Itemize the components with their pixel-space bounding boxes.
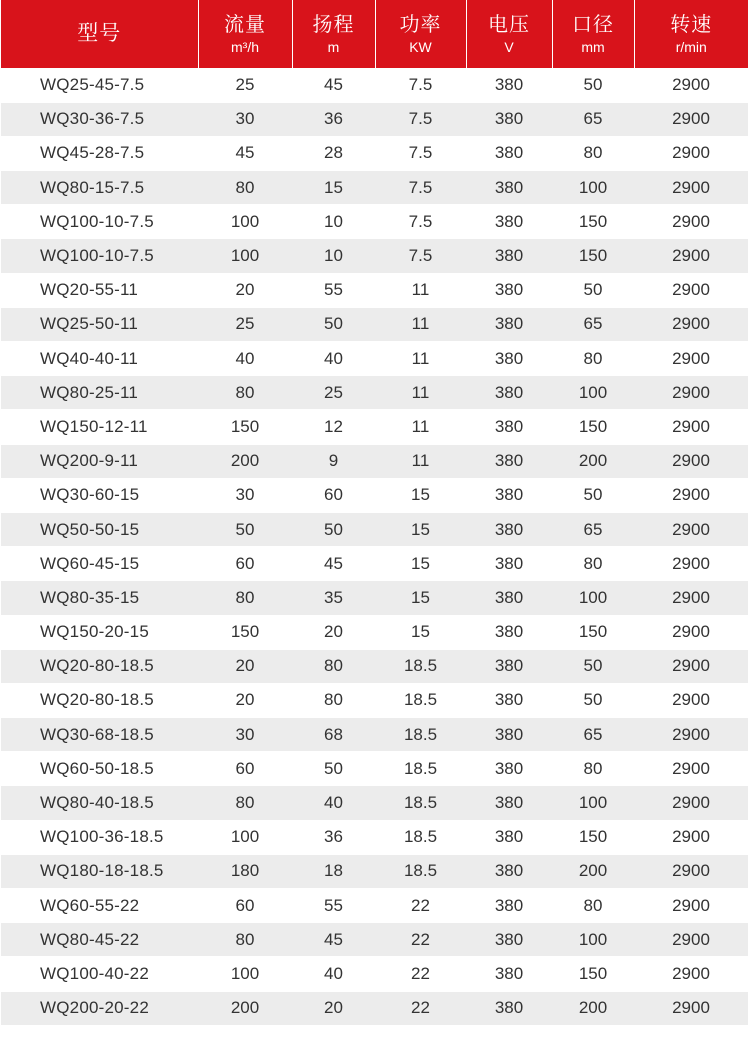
cell-voltage: 380 [466,307,552,341]
cell-power: 7.5 [375,102,466,136]
header-label: 流量 [224,14,266,36]
cell-head: 40 [292,786,375,820]
header-model [1,0,198,68]
cell-voltage: 380 [466,615,552,649]
header-unit: V [504,39,514,55]
cell-diameter: 200 [552,854,634,888]
cell-model: WQ50-50-15 [1,512,198,546]
table-row [1,889,748,923]
cell-model: WQ100-40-22 [1,957,198,991]
cell-diameter: 200 [552,991,634,1025]
cell-diameter: 65 [552,307,634,341]
cell-flow: 30 [198,102,292,136]
cell-flow: 80 [198,923,292,957]
cell-voltage: 380 [466,68,552,102]
cell-voltage: 380 [466,752,552,786]
cell-diameter: 50 [552,478,634,512]
cell-diameter: 65 [552,718,634,752]
cell-head: 50 [292,512,375,546]
cell-power: 7.5 [375,68,466,102]
cell-head: 45 [292,68,375,102]
cell-speed: 2900 [634,547,748,581]
header-label: 型号 [77,22,122,45]
cell-speed: 2900 [634,68,748,102]
cell-voltage: 380 [466,171,552,205]
cell-model: WQ25-50-11 [1,307,198,341]
cell-voltage: 380 [466,478,552,512]
cell-model: WQ100-36-18.5 [1,820,198,854]
cell-model: WQ60-45-15 [1,547,198,581]
table-row [1,854,748,888]
header-power [375,0,466,68]
cell-head: 45 [292,547,375,581]
cell-head: 25 [292,376,375,410]
cell-flow: 180 [198,854,292,888]
cell-head: 12 [292,410,375,444]
cell-voltage: 380 [466,649,552,683]
table-row [1,786,748,820]
cell-diameter: 100 [552,376,634,410]
cell-flow: 80 [198,376,292,410]
cell-head: 15 [292,171,375,205]
cell-diameter: 50 [552,273,634,307]
header-unit: m [327,39,340,55]
cell-power: 22 [375,889,466,923]
cell-diameter: 150 [552,615,634,649]
cell-flow: 150 [198,410,292,444]
header-flow [198,0,292,68]
cell-speed: 2900 [634,957,748,991]
cell-power: 22 [375,957,466,991]
cell-flow: 20 [198,273,292,307]
table-row [1,171,748,205]
cell-voltage: 380 [466,410,552,444]
table-row [1,820,748,854]
table-row [1,718,748,752]
cell-power: 15 [375,512,466,546]
table-row [1,923,748,957]
cell-flow: 20 [198,649,292,683]
cell-model: WQ30-68-18.5 [1,718,198,752]
header-row [1,0,748,68]
cell-diameter: 80 [552,547,634,581]
table-row [1,342,748,376]
table-header [1,0,748,68]
cell-head: 36 [292,102,375,136]
table-row [1,307,748,341]
cell-voltage: 380 [466,991,552,1025]
cell-speed: 2900 [634,376,748,410]
header-unit: KW [409,39,432,55]
cell-head: 60 [292,478,375,512]
cell-diameter: 100 [552,171,634,205]
table-row [1,205,748,239]
cell-flow: 80 [198,581,292,615]
table-row [1,615,748,649]
cell-speed: 2900 [634,205,748,239]
cell-speed: 2900 [634,239,748,273]
cell-model: WQ60-55-22 [1,889,198,923]
cell-head: 18 [292,854,375,888]
cell-power: 11 [375,307,466,341]
table-row [1,752,748,786]
cell-speed: 2900 [634,581,748,615]
cell-power: 22 [375,991,466,1025]
cell-voltage: 380 [466,820,552,854]
cell-diameter: 65 [552,102,634,136]
cell-flow: 60 [198,547,292,581]
cell-model: WQ45-28-7.5 [1,136,198,170]
cell-model: WQ80-25-11 [1,376,198,410]
cell-voltage: 380 [466,547,552,581]
cell-model: WQ100-10-7.5 [1,239,198,273]
cell-power: 11 [375,444,466,478]
header-label: 功率 [399,14,442,36]
cell-voltage: 380 [466,273,552,307]
table-body [1,68,748,1025]
cell-flow: 150 [198,615,292,649]
table-row [1,102,748,136]
cell-speed: 2900 [634,854,748,888]
header-unit: m³/h [231,39,259,55]
cell-speed: 2900 [634,649,748,683]
cell-power: 7.5 [375,205,466,239]
cell-head: 55 [292,273,375,307]
cell-power: 15 [375,581,466,615]
cell-voltage: 380 [466,923,552,957]
cell-speed: 2900 [634,342,748,376]
cell-model: WQ30-60-15 [1,478,198,512]
cell-head: 28 [292,136,375,170]
cell-model: WQ30-36-7.5 [1,102,198,136]
pump-spec-table [1,0,748,1026]
cell-speed: 2900 [634,718,748,752]
cell-flow: 200 [198,444,292,478]
cell-flow: 20 [198,683,292,717]
table-row [1,444,748,478]
cell-head: 50 [292,752,375,786]
cell-flow: 100 [198,820,292,854]
cell-speed: 2900 [634,889,748,923]
cell-speed: 2900 [634,683,748,717]
cell-power: 7.5 [375,136,466,170]
table-row [1,547,748,581]
cell-speed: 2900 [634,615,748,649]
table-row [1,273,748,307]
cell-voltage: 380 [466,239,552,273]
header-label: 口径 [572,14,614,36]
table-row [1,376,748,410]
cell-flow: 80 [198,171,292,205]
cell-power: 18.5 [375,752,466,786]
cell-power: 18.5 [375,786,466,820]
cell-head: 80 [292,683,375,717]
cell-voltage: 380 [466,512,552,546]
cell-head: 40 [292,342,375,376]
cell-voltage: 380 [466,444,552,478]
cell-power: 11 [375,376,466,410]
cell-model: WQ180-18-18.5 [1,854,198,888]
cell-diameter: 150 [552,205,634,239]
cell-diameter: 80 [552,752,634,786]
cell-model: WQ25-45-7.5 [1,68,198,102]
cell-model: WQ150-12-11 [1,410,198,444]
cell-head: 20 [292,615,375,649]
cell-voltage: 380 [466,889,552,923]
cell-voltage: 380 [466,136,552,170]
header-head [292,0,375,68]
cell-speed: 2900 [634,410,748,444]
cell-model: WQ60-50-18.5 [1,752,198,786]
cell-speed: 2900 [634,273,748,307]
cell-power: 7.5 [375,171,466,205]
cell-speed: 2900 [634,307,748,341]
cell-flow: 30 [198,478,292,512]
header-diameter [552,0,634,68]
cell-flow: 80 [198,786,292,820]
cell-model: WQ80-15-7.5 [1,171,198,205]
cell-flow: 40 [198,342,292,376]
header-label: 扬程 [312,14,355,36]
cell-diameter: 200 [552,444,634,478]
cell-speed: 2900 [634,923,748,957]
cell-flow: 45 [198,136,292,170]
cell-diameter: 150 [552,820,634,854]
cell-speed: 2900 [634,820,748,854]
cell-voltage: 380 [466,205,552,239]
table-row [1,478,748,512]
cell-voltage: 380 [466,376,552,410]
cell-flow: 30 [198,718,292,752]
cell-voltage: 380 [466,854,552,888]
cell-voltage: 380 [466,581,552,615]
cell-power: 11 [375,273,466,307]
cell-diameter: 80 [552,342,634,376]
cell-voltage: 380 [466,718,552,752]
cell-model: WQ20-80-18.5 [1,683,198,717]
cell-power: 7.5 [375,239,466,273]
table-row [1,68,748,102]
cell-speed: 2900 [634,171,748,205]
cell-model: WQ80-45-22 [1,923,198,957]
cell-speed: 2900 [634,786,748,820]
cell-head: 10 [292,239,375,273]
cell-diameter: 150 [552,410,634,444]
cell-speed: 2900 [634,752,748,786]
cell-power: 15 [375,478,466,512]
cell-flow: 60 [198,889,292,923]
cell-model: WQ100-10-7.5 [1,205,198,239]
cell-power: 11 [375,342,466,376]
cell-model: WQ200-9-11 [1,444,198,478]
cell-model: WQ80-35-15 [1,581,198,615]
cell-power: 18.5 [375,854,466,888]
cell-diameter: 100 [552,923,634,957]
cell-voltage: 380 [466,102,552,136]
cell-flow: 200 [198,991,292,1025]
cell-voltage: 380 [466,342,552,376]
cell-head: 80 [292,649,375,683]
cell-power: 18.5 [375,683,466,717]
cell-flow: 25 [198,307,292,341]
cell-model: WQ150-20-15 [1,615,198,649]
cell-power: 15 [375,615,466,649]
cell-flow: 100 [198,205,292,239]
cell-power: 11 [375,410,466,444]
cell-power: 15 [375,547,466,581]
table-row [1,957,748,991]
cell-voltage: 380 [466,786,552,820]
cell-diameter: 80 [552,889,634,923]
cell-head: 55 [292,889,375,923]
cell-flow: 50 [198,512,292,546]
header-label: 转速 [670,14,713,36]
table-row [1,649,748,683]
table-row [1,581,748,615]
cell-flow: 100 [198,239,292,273]
cell-diameter: 80 [552,136,634,170]
cell-head: 68 [292,718,375,752]
cell-diameter: 50 [552,649,634,683]
header-speed [634,0,748,68]
cell-diameter: 150 [552,239,634,273]
cell-flow: 100 [198,957,292,991]
header-unit: mm [581,39,605,55]
cell-diameter: 50 [552,68,634,102]
cell-flow: 25 [198,68,292,102]
cell-diameter: 100 [552,581,634,615]
cell-speed: 2900 [634,991,748,1025]
cell-head: 20 [292,991,375,1025]
cell-model: WQ80-40-18.5 [1,786,198,820]
cell-model: WQ20-55-11 [1,273,198,307]
cell-speed: 2900 [634,478,748,512]
cell-power: 18.5 [375,820,466,854]
cell-diameter: 50 [552,683,634,717]
cell-head: 45 [292,923,375,957]
cell-model: WQ40-40-11 [1,342,198,376]
cell-speed: 2900 [634,136,748,170]
cell-voltage: 380 [466,957,552,991]
cell-head: 40 [292,957,375,991]
cell-speed: 2900 [634,444,748,478]
cell-head: 35 [292,581,375,615]
header-label: 电压 [488,14,530,36]
cell-model: WQ200-20-22 [1,991,198,1025]
cell-diameter: 100 [552,786,634,820]
cell-model: WQ20-80-18.5 [1,649,198,683]
cell-power: 22 [375,923,466,957]
cell-power: 18.5 [375,718,466,752]
cell-diameter: 65 [552,512,634,546]
header-voltage [466,0,552,68]
cell-head: 10 [292,205,375,239]
cell-speed: 2900 [634,512,748,546]
table-row [1,136,748,170]
table-row [1,410,748,444]
table-row [1,991,748,1025]
cell-head: 9 [292,444,375,478]
table-row [1,239,748,273]
cell-power: 18.5 [375,649,466,683]
cell-flow: 60 [198,752,292,786]
header-unit: r/min [675,39,707,55]
cell-head: 50 [292,307,375,341]
cell-voltage: 380 [466,683,552,717]
table-row [1,683,748,717]
table-row [1,512,748,546]
cell-speed: 2900 [634,102,748,136]
cell-diameter: 150 [552,957,634,991]
cell-head: 36 [292,820,375,854]
